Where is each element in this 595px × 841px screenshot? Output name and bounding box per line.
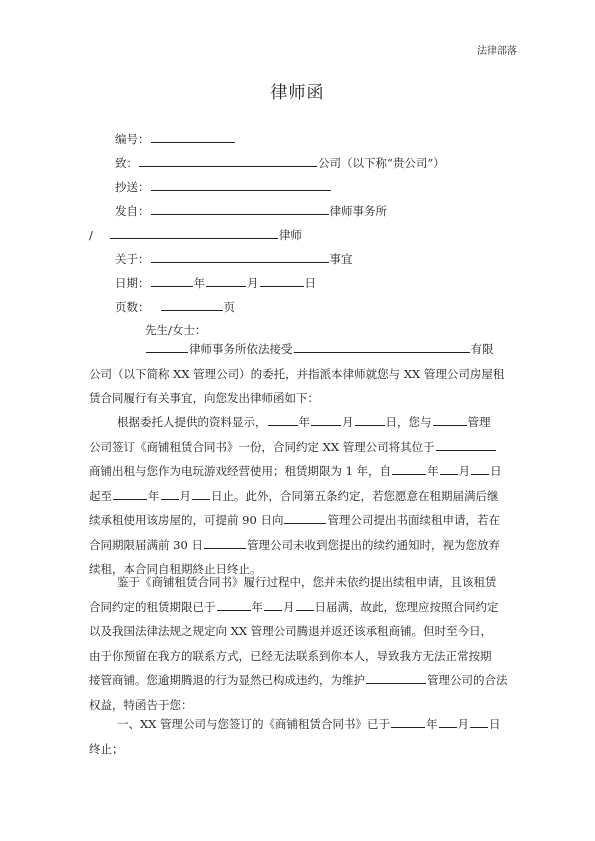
text-segment: 权益，特函告于您：: [89, 697, 193, 712]
paragraph-4: [89, 712, 509, 761]
text-segment: 由于你预留在我方的联系方式，已经无法联系到你本人，导致我方无法正常按期: [89, 648, 492, 663]
company-blank[interactable]: [284, 511, 326, 524]
number-blank[interactable]: [151, 130, 235, 143]
text-segment: 日，您与: [385, 415, 432, 429]
re-suffix: 事宜: [329, 252, 353, 266]
document-title: 律师函: [270, 83, 325, 103]
text-line: [89, 570, 509, 595]
date-day-blank[interactable]: [260, 274, 304, 287]
text-segment: 日届满，故此，您理应按照合同约定: [314, 599, 499, 614]
text-line: [89, 337, 509, 362]
month-blank[interactable]: [440, 462, 458, 475]
year-blank[interactable]: [113, 487, 147, 500]
text-segment: 日: [489, 717, 501, 731]
text-segment: 续租，本合同自租期終止日终止。: [89, 562, 262, 576]
text-segment: 日: [490, 464, 502, 478]
number-label: 编号：: [115, 132, 150, 146]
text-line: [89, 362, 509, 387]
from-blank[interactable]: [151, 202, 329, 215]
text-segment: 以及我国法律法规之规定向 XX 管理公司腾退并返还该承租商铺。但时至今日，: [89, 624, 493, 638]
text-segment: 起至: [89, 488, 112, 503]
from-field: [115, 202, 387, 219]
date-day-unit: 日: [304, 276, 316, 290]
text-segment: 月: [342, 415, 354, 429]
lawyer-suffix: 律师: [278, 228, 302, 242]
month-blank[interactable]: [264, 598, 282, 611]
text-line: [89, 712, 509, 737]
text-segment: 律师事务所依法接受: [189, 342, 293, 356]
text-segment: 公司（以下简称 XX 管理公司）的委托，并指派本律师就您与 XX 管理公司房屋租: [89, 366, 505, 381]
year-blank[interactable]: [268, 413, 298, 426]
day-blank[interactable]: [470, 715, 488, 728]
text-segment: 月: [458, 464, 471, 478]
lawyer-blank[interactable]: [110, 226, 278, 239]
text-segment: 商铺出租与您作为电玩游戏经营使用；租赁期限为 1 年，自: [89, 464, 392, 478]
text-segment: 合同期限届满前 30 日: [89, 537, 203, 552]
paragraph-1: [89, 337, 509, 411]
text-line: [89, 533, 509, 558]
header-tag: 法律部落: [477, 46, 517, 57]
to-suffix: 公司（以下称“贵公司”）: [318, 156, 445, 170]
number-field: [115, 130, 236, 147]
greeting: 先生/女士：: [145, 323, 207, 337]
month-blank[interactable]: [439, 715, 457, 728]
text-segment: 终止；: [89, 741, 124, 756]
to-field: [115, 154, 445, 171]
text-segment: 接管商铺。您逾期腾退的行为显然已构成违约，为维护: [89, 673, 365, 687]
text-segment: 年: [251, 599, 263, 614]
text-line: [89, 508, 509, 533]
from-suffix: 律师事务所: [329, 204, 387, 218]
text-line: [89, 386, 509, 411]
text-segment: 年: [426, 717, 438, 731]
pages-suffix: 页: [223, 300, 235, 314]
address-blank[interactable]: [436, 438, 496, 451]
text-line: [89, 435, 509, 460]
text-line: [89, 619, 509, 644]
text-segment: 月: [179, 488, 191, 503]
day-blank[interactable]: [192, 487, 210, 500]
paragraph-3: [89, 570, 509, 717]
text-segment: 管理公司提出书面续租申请，若在: [327, 513, 500, 527]
text-segment: 管理公司的合法: [427, 673, 508, 687]
text-line: [89, 595, 509, 620]
cc-blank[interactable]: [151, 178, 331, 191]
text-segment: 根据委托人提供的资料显示，: [117, 415, 267, 429]
company-blank[interactable]: [366, 671, 426, 684]
text-line: [89, 459, 509, 484]
text-segment: 公司签订《商铺租赁合同书》一份，合同约定 XX 管理公司将其位于: [89, 439, 435, 454]
text-segment: 鉴于《商铺租赁合同书》履行过程中，您并未依约提出续租申请，且该租赁: [117, 575, 497, 589]
lawyer-prefix: /: [89, 228, 93, 242]
re-label: 关于：: [115, 252, 150, 266]
re-field: [115, 250, 353, 267]
text-segment: 管理: [467, 415, 491, 429]
text-segment: 年: [148, 488, 160, 503]
text-line: [89, 737, 509, 762]
year-blank[interactable]: [217, 598, 251, 611]
text-segment: 续承租使用该房屋的，可提前 90 日向: [89, 513, 284, 527]
cc-label: 抄送：: [115, 180, 150, 194]
text-line: [89, 644, 509, 669]
month-blank[interactable]: [311, 413, 341, 426]
text-line: [89, 668, 509, 693]
cc-field: [115, 178, 332, 195]
text-segment: 赁合同履行有关事宜，向您发出律师函如下：: [89, 391, 319, 405]
re-blank[interactable]: [151, 250, 329, 263]
text-segment: 月: [457, 717, 470, 731]
pages-label: 页数：: [115, 300, 150, 314]
year-blank[interactable]: [392, 462, 426, 475]
text-line: [89, 484, 509, 509]
year-blank[interactable]: [391, 715, 425, 728]
day-blank[interactable]: [471, 462, 489, 475]
company-blank[interactable]: [433, 413, 467, 426]
date-field: [115, 274, 316, 291]
text-segment: 有限: [470, 342, 494, 356]
client-blank[interactable]: [294, 340, 470, 353]
text-segment: 一、XX 管理公司与您签订的《商铺租赁合同书》已于: [117, 717, 391, 731]
day-blank[interactable]: [355, 413, 385, 426]
law-firm-blank[interactable]: [146, 340, 188, 353]
text-segment: 年: [298, 415, 310, 429]
text-segment: 管理公司未收到您提出的续约通知时，视为您放弃: [246, 537, 500, 552]
from-label: 发自：: [115, 204, 150, 218]
pages-field: [115, 298, 235, 315]
date-month-unit: 月: [247, 276, 259, 290]
to-label: 致：: [115, 156, 138, 170]
month-blank[interactable]: [161, 487, 179, 500]
date-label: 日期：: [115, 276, 150, 290]
text-segment: 月: [283, 599, 295, 614]
paragraph-2: [89, 410, 509, 582]
text-line: [89, 410, 509, 435]
day-blank[interactable]: [296, 598, 314, 611]
date-month-blank[interactable]: [206, 274, 246, 287]
date-year-blank[interactable]: [151, 274, 193, 287]
text-segment: 年: [427, 464, 439, 478]
to-blank[interactable]: [139, 154, 317, 167]
text-segment: 日止。此外，合同第五条约定，若您愿意在租期届满后继: [211, 488, 499, 503]
text-segment: 合同约定的租赁期限已于: [89, 599, 216, 614]
pages-blank[interactable]: [161, 298, 223, 311]
lawyer-field: [89, 226, 302, 243]
date-year-unit: 年: [193, 276, 205, 290]
company-blank[interactable]: [204, 536, 246, 549]
